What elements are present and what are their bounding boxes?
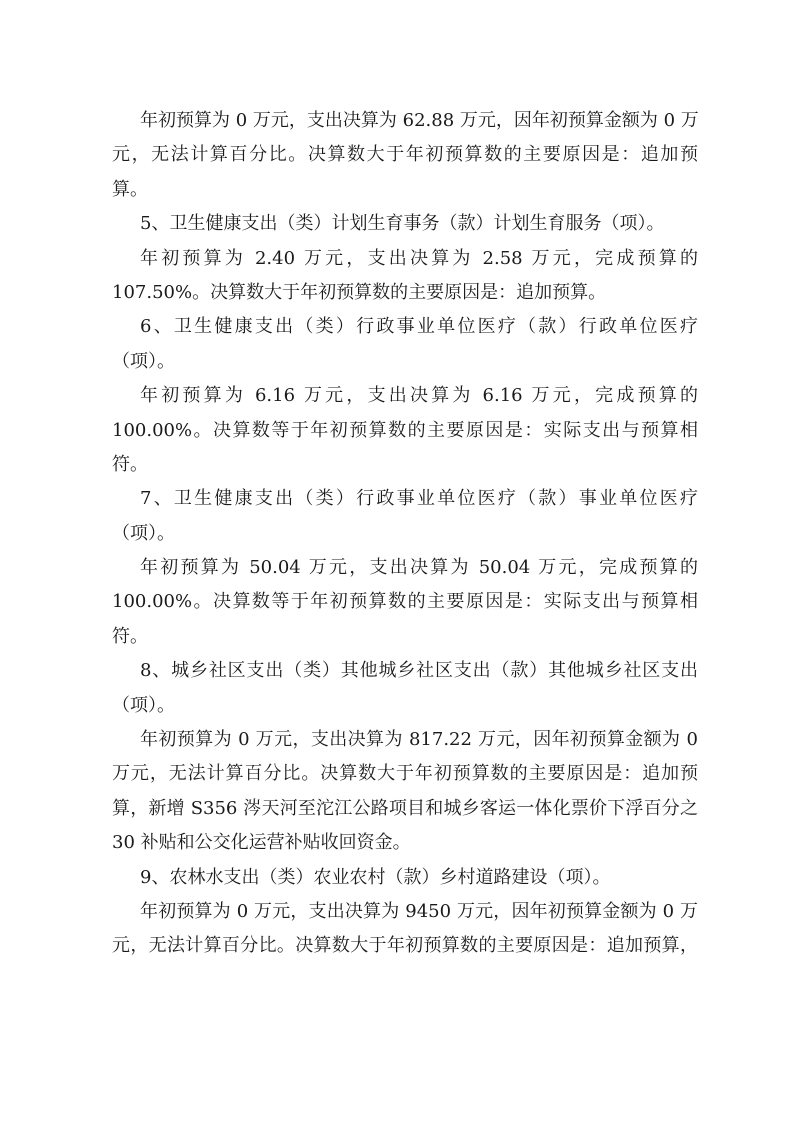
text-line: 30 补贴和公交化运营补贴收回资金。 [112, 832, 411, 854]
text-line: 年初预算为 6.16 万元，支出决算为 6.16 万元，完成预算的 [140, 385, 698, 407]
text-line: （项）。 [112, 350, 175, 372]
section-heading [112, 482, 698, 551]
section-heading [112, 207, 698, 241]
text-line: 年初预算为 50.04 万元，支出决算为 50.04 万元，完成预算的 [140, 557, 698, 579]
text-line: 年初预算为 0 万元，支出决算为 817.22 万元，因年初预算金额为 0 [140, 729, 698, 751]
body-paragraph [112, 379, 698, 482]
text-line: 8、城乡社区支出（类）其他城乡社区支出（款）其他城乡社区支出 [140, 660, 698, 682]
text-line: 符。 [112, 625, 148, 647]
text-line: 算。 [112, 178, 148, 200]
text-line: 符。 [112, 453, 148, 475]
text-line: 9、农林水支出（类）农业农村（款）乡村道路建设（项）。 [140, 866, 611, 888]
body-paragraph [112, 895, 698, 964]
text-line: 元，无法计算百分比。决算数大于年初预算数的主要原因是：追加预算， [112, 935, 698, 957]
text-line: 7、卫生健康支出（类）行政事业单位医疗（款）事业单位医疗 [140, 488, 698, 510]
text-line: 万元，无法计算百分比。决算数大于年初预算数的主要原因是：追加预 [112, 763, 698, 785]
body-paragraph [112, 551, 698, 654]
text-line: 5、卫生健康支出（类）计划生育事务（款）计划生育服务（项）。 [140, 213, 665, 235]
text-line: （项）。 [112, 522, 175, 544]
text-line: 100.00%。决算数等于年初预算数的主要原因是：实际支出与预算相 [112, 419, 698, 441]
text-line: 107.50%。决算数大于年初预算数的主要原因是：追加预算。 [112, 281, 607, 303]
text-line: 100.00%。决算数等于年初预算数的主要原因是：实际支出与预算相 [112, 591, 698, 613]
body-paragraph [112, 242, 698, 311]
body-paragraph [112, 104, 698, 207]
document-page [112, 104, 698, 964]
section-heading [112, 654, 698, 723]
section-heading [112, 310, 698, 379]
body-paragraph [112, 723, 698, 861]
text-line: （项）。 [112, 694, 175, 716]
text-line: 年初预算为 2.40 万元，支出决算为 2.58 万元，完成预算的 [140, 247, 698, 269]
text-line: 元，无法计算百分比。决算数大于年初预算数的主要原因是：追加预 [112, 144, 698, 166]
section-heading [112, 861, 698, 895]
text-line: 算，新增 S356 涔天河至沱江公路项目和城乡客运一体化票价下浮百分之 [112, 797, 698, 819]
text-line: 年初预算为 0 万元，支出决算为 62.88 万元，因年初预算金额为 0 万 [140, 110, 699, 131]
text-line: 年初预算为 0 万元，支出决算为 9450 万元，因年初预算金额为 0 万 [140, 900, 698, 922]
text-line: 6、卫生健康支出（类）行政事业单位医疗（款）行政单位医疗 [140, 316, 698, 338]
